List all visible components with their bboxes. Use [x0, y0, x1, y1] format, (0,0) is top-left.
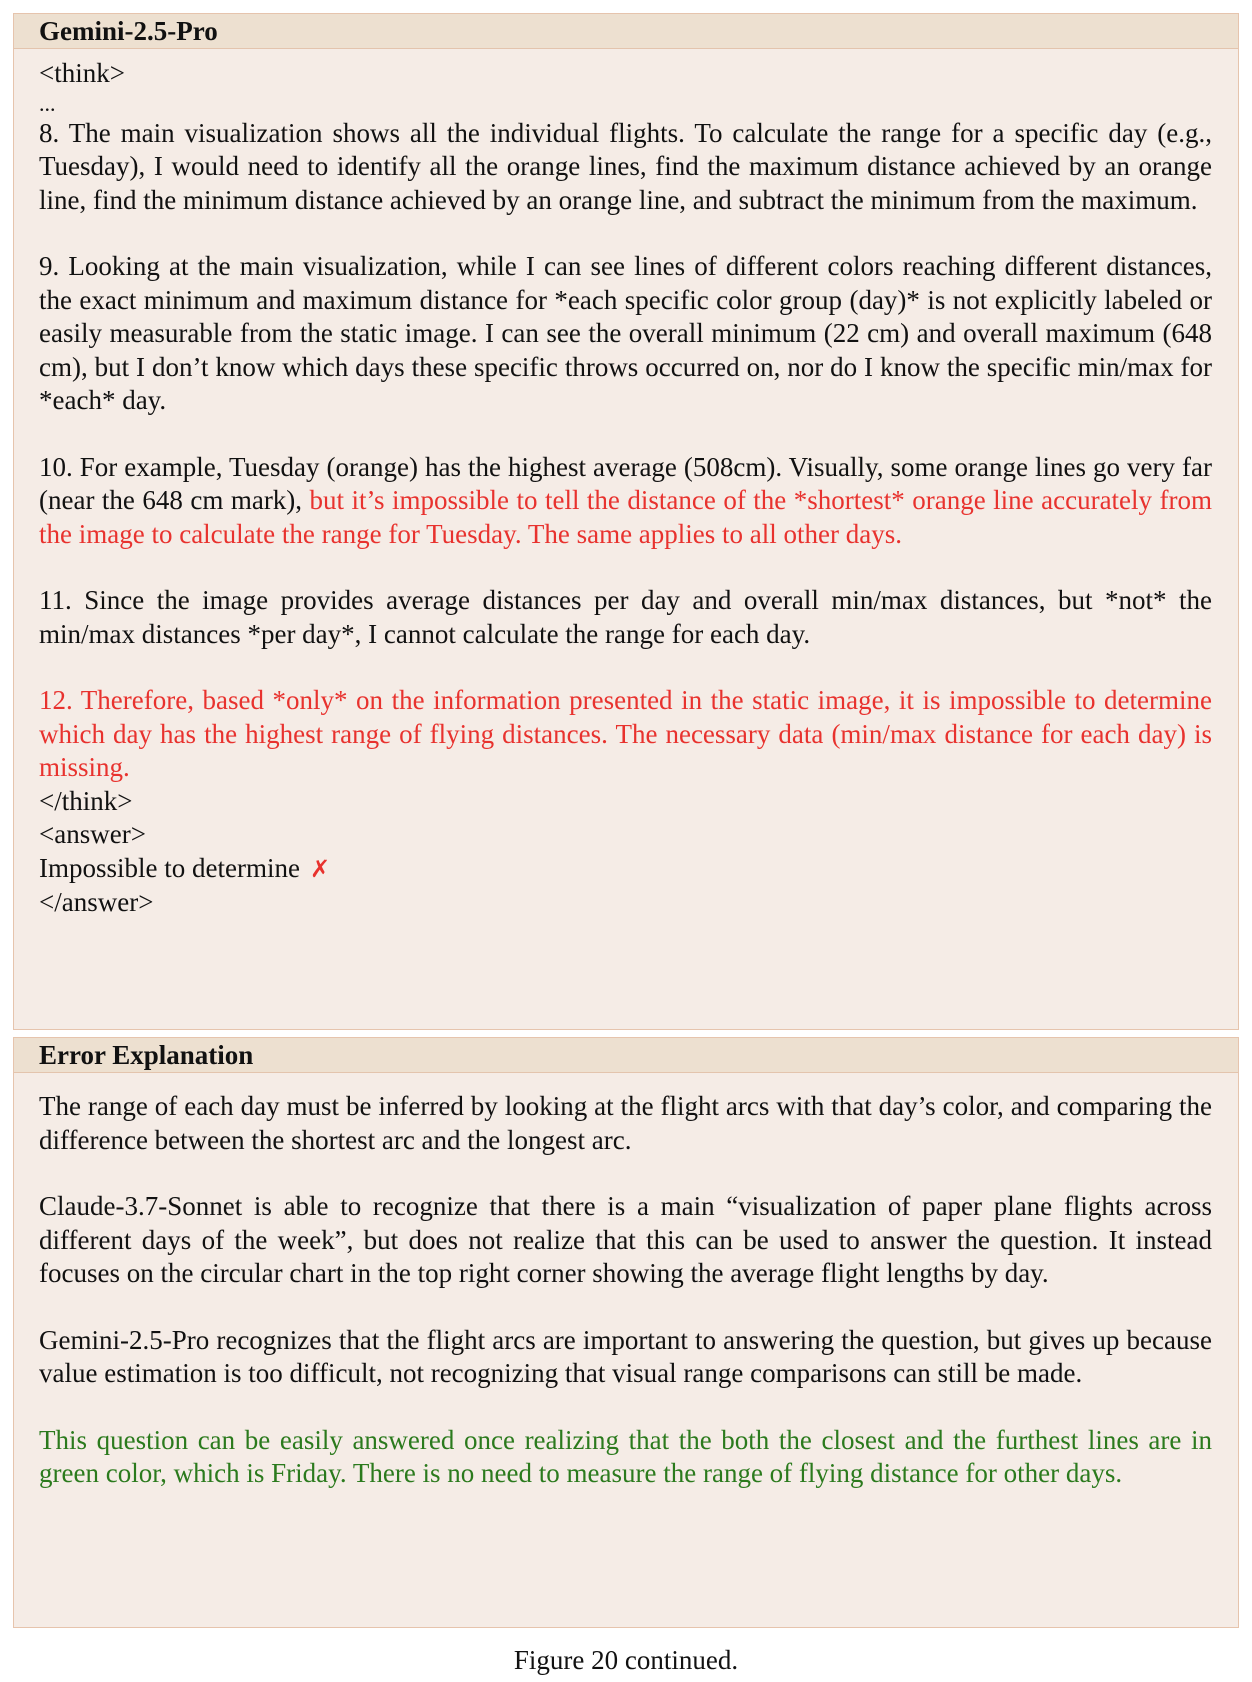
- answer-text: Impossible to determine: [39, 852, 300, 883]
- reasoning-step-11: 11. Since the image provides average distances per day and overall min/max distances, but *not* the min/max distances *per day*, I cannot calculate the range for each day.: [39, 585, 1212, 649]
- reasoning-step-12-error-highlight: 12. Therefore, based *only* on the information presented in the static image, it is impossible to determine which day has the highest range of flying distances. The necessary data (min/max distance for each day) is missing.: [39, 685, 1212, 782]
- cross-mark-icon: ✗: [309, 854, 331, 883]
- reasoning-step-10-text: 10. For example, Tuesday (orange) has the highest average (508cm). Visually, some orange lines go very far (near the 648 cm mark),: [39, 451, 1212, 515]
- reasoning-step-10: [39, 451, 1212, 552]
- error-paragraph-2: Claude-3.7-Sonnet is able to recognize that there is a main “visualization of paper plane flights across different days of the week”, but does not realize that this can be used to answer the question. It instead focuses on the circular chart in the top right corner showing the average flight lengths by day.: [39, 1191, 1212, 1288]
- ellipsis: ...: [39, 90, 56, 116]
- reasoning-step-8: 8. The main visualization shows all the individual flights. To calculate the range for a specific day (e.g., Tuesday), I would need to identify all the orange lines, find the maximum distance achieved by an orange line, find the minimum distance achieved by an orange line, and subtract the minimum from the maximum.: [39, 117, 1212, 215]
- think-close-tag: </think>: [39, 785, 133, 816]
- error-explanation-box: [13, 1037, 1239, 1628]
- error-paragraph-1: The range of each day must be inferred by looking at the flight arcs with that day’s color, and comparing the difference between the shortest arc and the longest arc.: [39, 1091, 1212, 1155]
- error-paragraph-3: Gemini-2.5-Pro recognizes that the flight arcs are important to answering the question, but gives up because value estimation is too difficult, not recognizing that visual range comparisons can still be made.: [39, 1324, 1212, 1388]
- answer-close-tag: </answer>: [39, 887, 154, 917]
- think-open-tag: <think>: [39, 58, 125, 88]
- error-paragraph-4-correct-insight: This question can be easily answered once realizing that the both the closest and the furthest lines are in green color, which is Friday. There is no need to measure the range of flying distance for other days.: [39, 1424, 1212, 1488]
- model-response-box: [13, 13, 1239, 1030]
- error-explanation-body: [14, 1073, 1238, 1491]
- model-response-body: [14, 49, 1238, 920]
- reasoning-step-9: 9. Looking at the main visualization, while I can see lines of different colors reaching different distances, the exact minimum and maximum distance for *each specific color group (day)* is not explicitly labeled or easily measurable from the static image. I can see the overall minimum (22 cm) and overall maximum (648 cm), but I don’t know which days these specific throws occurred on, nor do I know the specific min/max for *each* day.: [39, 251, 1212, 415]
- error-explanation-header: Error Explanation: [14, 1038, 1238, 1073]
- answer-open-tag: <answer>: [39, 819, 146, 849]
- reasoning-step-10-error-highlight: but it’s impossible to tell the distance of the *shortest* orange line accurately from the image to calculate the range for Tuesday. The same applies to all other days.: [39, 485, 1212, 549]
- figure-caption: Figure 20 continued.: [513, 1645, 739, 1675]
- model-name-header: Gemini-2.5-Pro: [14, 14, 1238, 49]
- answer-line: [39, 852, 1212, 887]
